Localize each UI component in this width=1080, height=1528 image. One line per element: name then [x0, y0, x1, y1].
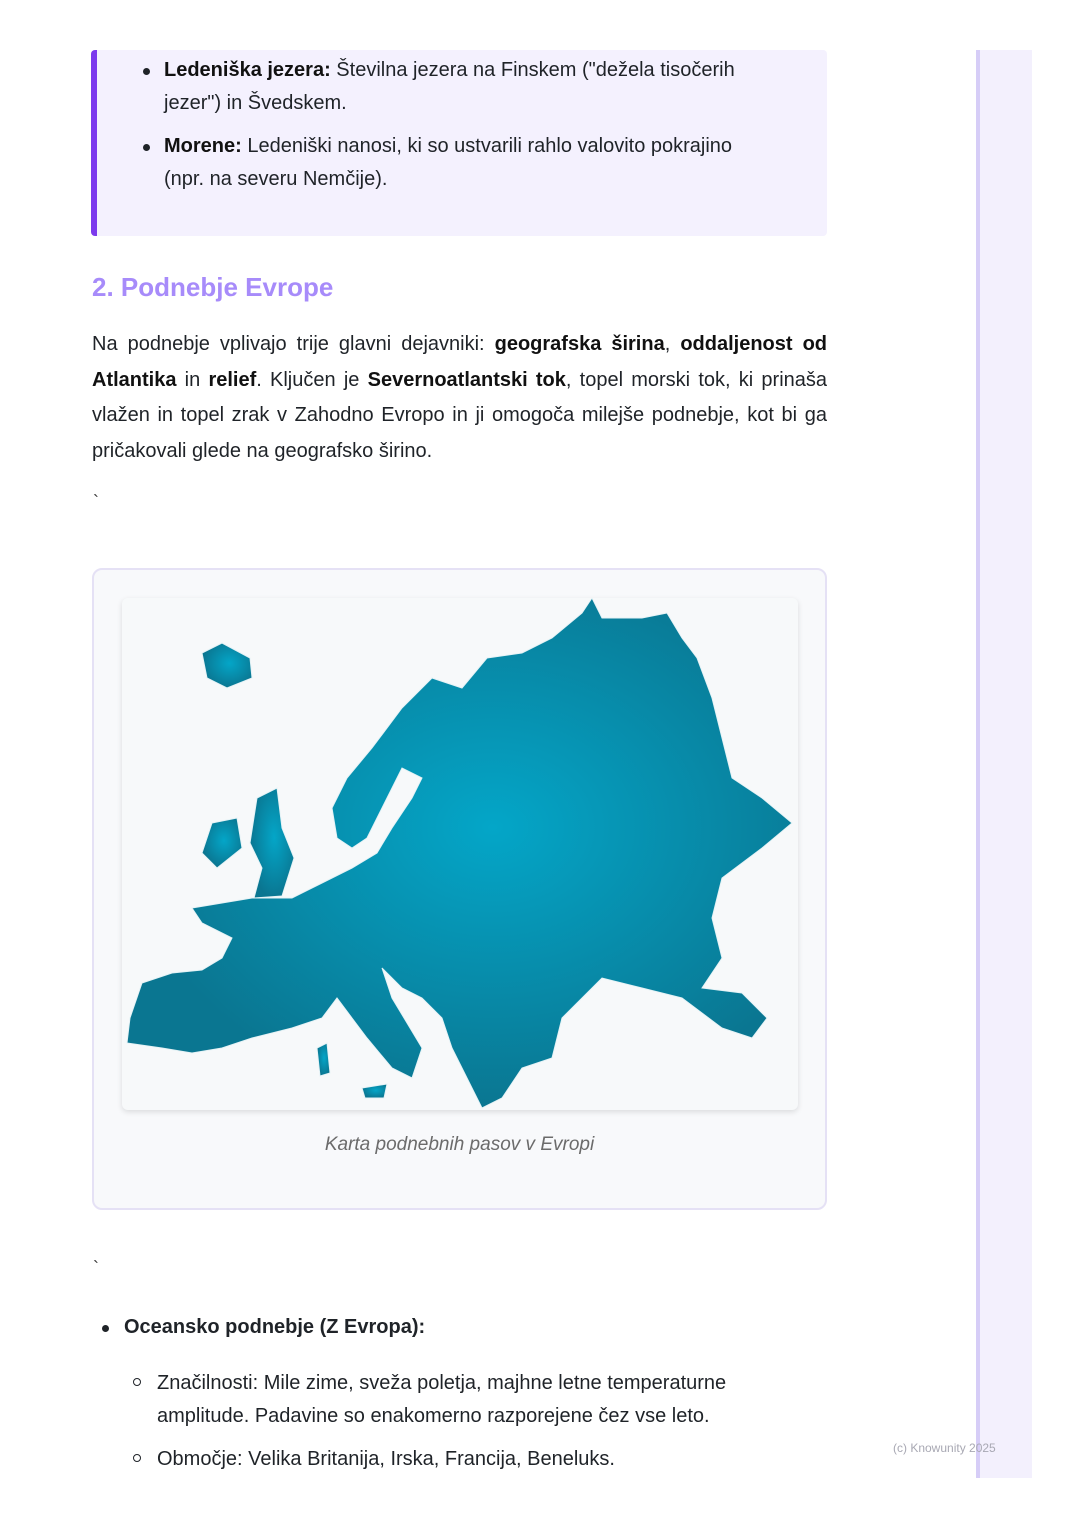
glacial-landforms-callout [91, 50, 827, 236]
europe-map-image [122, 598, 798, 1110]
backtick: ` [93, 492, 99, 512]
list-item: Značilnosti: Mile zime, sveža poletja, majhne letne temperaturne amplitude. Padavine so enakomerno razporejene čez vse leto. [157, 1367, 797, 1433]
list-item: Območje: Velika Britanija, Irska, Francija, Beneluks. [157, 1443, 797, 1476]
list-item: Morene: Ledeniški nanosi, ki so ustvarili rahlo valovito pokrajino (npr. na severu Nemčije). [164, 130, 827, 196]
map-caption: Karta podnebnih pasov v Evropi [324, 1134, 595, 1155]
europe-map [122, 598, 798, 1110]
side-panel [976, 50, 1032, 1478]
backtick: ` [93, 1258, 99, 1278]
map-figure [92, 568, 827, 1210]
climate-paragraph: Na podnebje vplivajo trije glavni dejavniki: geografska širina, oddaljenost od Atlantika in relief. Ključen je Severnoatlantski tok, topel morski tok, ki prinaša vlažen in topel zrak v Zahodno Evropo in ji omogoča milejše podnebje, kot bi ga pričakovali glede na geografsko širino. [92, 333, 828, 462]
copyright: (c) Knowunity 2025 [893, 1441, 996, 1455]
section-title: 2. Podnebje Evrope [92, 272, 334, 302]
oceanic-climate-heading: Oceansko podnebje (Z Evropa): [124, 1316, 426, 1338]
list-item: Ledeniška jezera: Številna jezera na Finskem ("dežela tisočerih jezer") in Švedskem. [164, 54, 827, 120]
